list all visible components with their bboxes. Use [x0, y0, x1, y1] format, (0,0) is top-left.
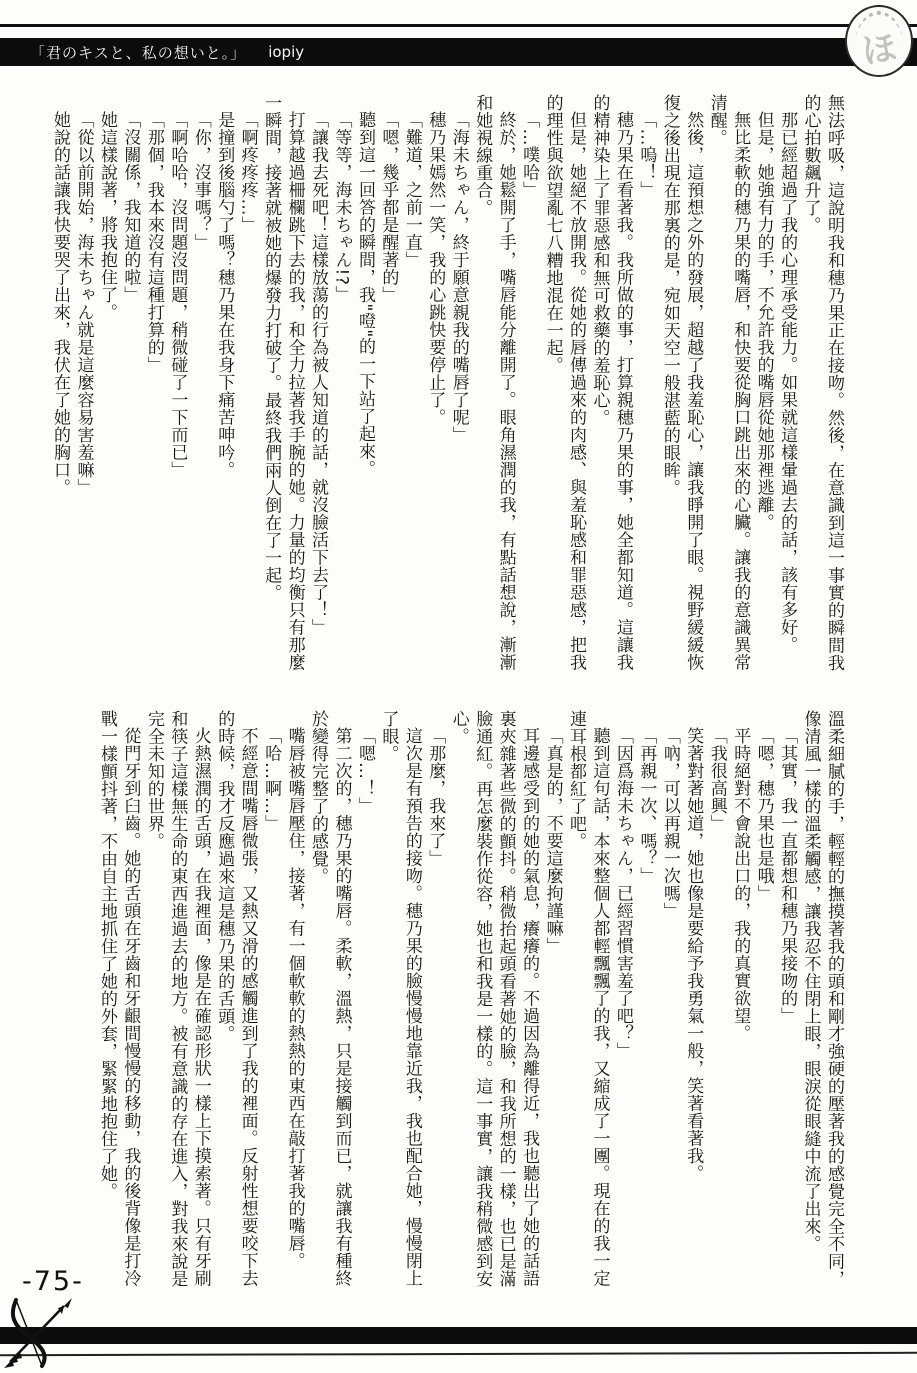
- circle-stamp: [845, 5, 913, 77]
- footer-band: [0, 1327, 917, 1344]
- paragraph: 她這樣說著，將我抱住了。: [96, 111, 117, 321]
- paragraph: 無比柔軟的穗乃果的嘴唇，和快要從胸口跳出來的心臟。讓我的意識異常清醒。: [706, 94, 751, 671]
- paragraph: 「我很高興」: [706, 727, 727, 832]
- paragraph: 但是，她絕不放開我。從她的唇傳過來的肉感、與羞恥感和罪惡感，把我的理性與欲望亂七八糟地混在一起。: [542, 94, 587, 671]
- lower-text-block: [51, 710, 845, 1292]
- bow-and-arrow-icon: [2, 1294, 82, 1370]
- author-name: iopiy: [268, 43, 305, 61]
- paragraph: 「啊疼疼疼…」: [237, 111, 258, 234]
- paragraph: 「其實，我一直都想和穗乃果接吻的」: [777, 727, 798, 1025]
- paragraph: 「海未ちゃん，終于願意親我的嘴唇了呢」: [448, 111, 469, 444]
- paragraph: 平時絕對不會說出口的，我的真實欲望。: [730, 727, 751, 1042]
- paragraph: 「…嗚！」: [636, 111, 657, 199]
- paragraph: 「再親一次、嗎？」: [636, 727, 657, 885]
- paragraph: 打算越過柵欄跳下去的我，和全力拉著我手腕的她。力量的均衡只有那麼一瞬間，接著就被她的爆發力打破了。最終我們兩人倒在了一起。: [261, 94, 305, 671]
- paragraph: 笑著對著她道，她也像是要給予我勇氣一般，笑著看著我。: [683, 727, 704, 1182]
- paragraph: 這次是有預告的接吻。穗乃果的臉慢慢地靠近我，我也配合她，慢慢閉上了眼。: [378, 710, 422, 1287]
- paragraph: 「你，沒事嗎？」: [190, 111, 211, 251]
- paragraph: 「那麼，我來了」: [425, 727, 446, 867]
- paragraph: 終於，她鬆開了手，嘴唇能分離開了。眼角濕潤的我，有點話想說，漸漸和她視線重合。: [472, 94, 516, 671]
- paragraph: 然後，這預想之外的發展，超越了我羞恥心，讓我睜開了眼。視野緩緩恢復之後出現在那裏的是，宛如天空一般湛藍的眼眸。: [659, 94, 704, 671]
- upper-text-block: [51, 94, 845, 672]
- stamp-character: ほ: [859, 27, 900, 72]
- paragraph: 「那個，我本來沒有這種打算的」: [143, 111, 164, 374]
- paragraph: 嘴唇被嘴唇壓住，接著，有一個軟軟的熱熱的東西在敲打著我的嘴唇。: [284, 727, 305, 1270]
- paragraph: 「哈…啊…」: [261, 727, 282, 832]
- paragraph: 「嗯，幾乎都是醒著的」: [378, 111, 399, 304]
- paragraph: 「沒關係，我知道的啦」: [120, 111, 141, 304]
- paragraph: 「啊哈哈，沒問題沒問題，稍微碰了一下而已」: [167, 111, 188, 479]
- paragraph: 那已經超過了我的心理承受能力。如果就這樣暈過去的話，該有多好。: [777, 111, 798, 654]
- paragraph: 「讓我去死吧！這樣放蕩的行為被人知道的話，就沒臉活下去了！」: [308, 111, 329, 636]
- paragraph: 穗乃果在看著我。我所做的事，打算親穗乃果的事，她全都知道。這讓我的精神染上了罪惡感和無可救藥的羞恥心。: [589, 94, 633, 671]
- paragraph: 「從以前開始，海未ちゃん就是這麼容易害羞嘛」: [73, 111, 94, 496]
- paragraph: 「真是的，不要這麼拘謹嘛」: [542, 727, 563, 955]
- paragraph: 但是，她強有力的手，不允許我的嘴唇從她那裡逃離。: [753, 111, 774, 531]
- paragraph: 第二次的，穗乃果的嘴唇。柔軟，溫熱，只是接觸到而已，就讓我有種終於變得完整了的感覺。: [308, 710, 352, 1287]
- paragraph: 「等等，海未ちゃん!?」: [331, 111, 352, 303]
- footer-rule: [0, 1352, 917, 1356]
- paragraph: 她說的話讓我快要哭了出來，我伏在了她的胸口。: [50, 111, 71, 496]
- paragraph: 是撞到後腦勺了嗎？穗乃果在我身下痛苦呻吟。: [214, 111, 235, 479]
- top-rule: [0, 24, 917, 27]
- paragraph: 「因爲海未ちゃん，已經習慣害羞了吧？」: [612, 727, 633, 1060]
- paragraph: 無法呼吸，這說明我和穗乃果正在接吻。然後，在意識到這一事實的瞬間我的心拍數飆升了。: [800, 94, 844, 672]
- paragraph: 不經意間嘴唇微張，又熱又滑的感觸進到了我的裡面。反射性想要咬下去的時候，我才反應過來這是穗乃果的舌頭。: [214, 710, 258, 1287]
- paragraph: 「嗯…！」: [354, 727, 375, 815]
- paragraph: 「難道，之前一直」: [401, 111, 422, 269]
- paragraph: 穗乃果嫣然一笑，我的心跳快要停止了。: [425, 111, 446, 426]
- paragraph: 溫柔細膩的手，輕輕的撫摸著我的頭和剛才強硬的壓著我的感覺完全不同，像清風一樣的溫柔觸感，讓我忍不住閉上眼，眼淚從眼縫中流了出來。: [800, 710, 844, 1288]
- header-bar: [0, 38, 917, 66]
- page-title: 「君のキスと、私の想いと。」: [30, 43, 247, 62]
- page-number: -75-: [22, 1266, 84, 1297]
- paragraph: 從門牙到臼齒。她的舌頭在牙齒和牙齦間慢慢的移動，我的後背像是打冷戰一樣顫抖著，不由自主地抓住了她的外套，緊緊地抱住了她。: [96, 710, 141, 1287]
- paragraph: 聽到這句話，本來整個人都輕飄飄了的我，又縮成了一團。現在的我一定連耳根都紅了吧。: [566, 710, 610, 1287]
- paragraph: 聽到這一回答的瞬間，我"噔"的一下站了起來。: [354, 111, 375, 478]
- paragraph: 「吶，可以再親一次嗎」: [659, 727, 680, 920]
- paragraph: 「嗯，穗乃果也是哦」: [753, 727, 774, 902]
- paragraph: 火熱濕潤的舌頭，在我裡面，像是在確認形狀一樣上下摸索著。只有牙刷和筷子這樣無生命的東西進過去的地方。被有意識的存在進入，對我來說是完全未知的世界。: [143, 710, 211, 1288]
- paragraph: 耳邊感受到的她的氣息，癢癢的。不過因為離得近，我也聽出了她的話語裏夾雜著些微的顫抖。稍微抬起頭看著她的臉，和我所想的一樣，也已是滿臉通紅。再怎麼裝作從容，她也和我是一樣的。這一事實，讓我稍微感到安心。: [448, 710, 540, 1288]
- paragraph: 「…噗哈」: [519, 111, 540, 199]
